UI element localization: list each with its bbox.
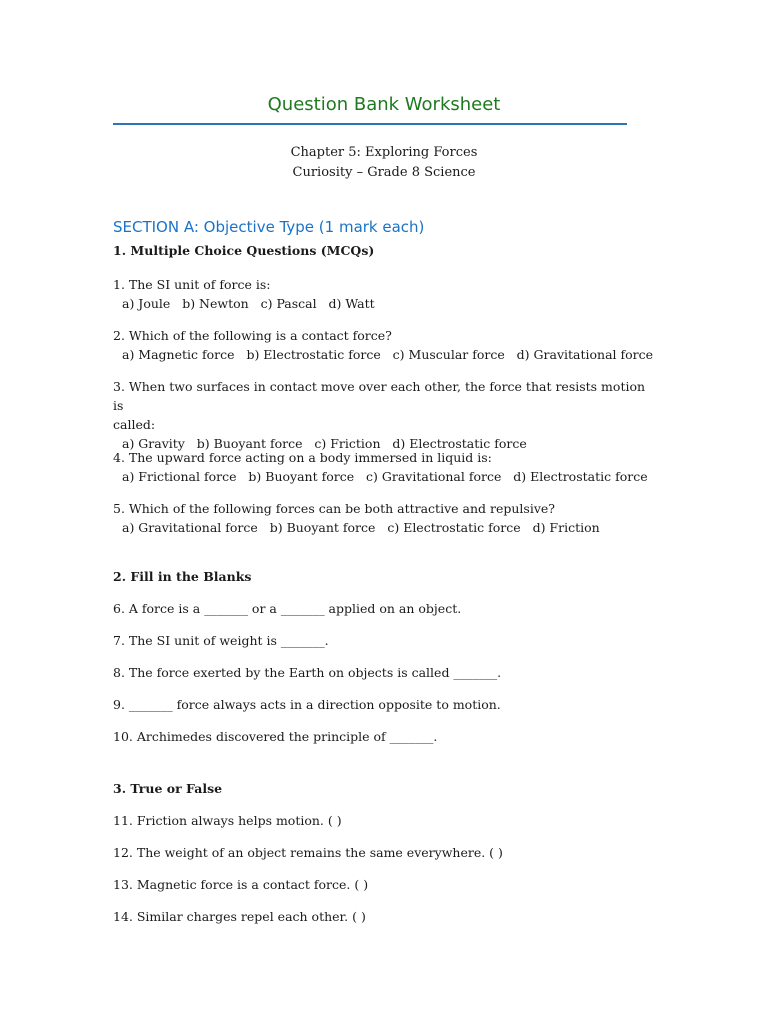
question-options: a) Gravitational force b) Buoyant force c) Electrostatic force d) Friction	[122, 520, 600, 535]
course-title: Curiosity – Grade 8 Science	[292, 165, 476, 180]
true-false-heading: 3. True or False	[113, 781, 223, 796]
section-a-heading: SECTION A: Objective Type (1 mark each)	[113, 218, 425, 236]
question-options: a) Magnetic force b) Electrostatic force c) Muscular force d) Gravitational force	[122, 347, 654, 362]
title-divider	[113, 123, 627, 125]
mcq-question	[113, 448, 648, 486]
question-text: 1. The SI unit of force is:	[113, 277, 271, 292]
question-options: a) Joule b) Newton c) Pascal d) Watt	[122, 296, 375, 311]
fill-blank-item: 7. The SI unit of weight is _______.	[113, 633, 329, 648]
fill-blank-item: 6. A force is a _______ or a _______ applied on an object.	[113, 601, 462, 616]
mcq-question	[113, 275, 633, 313]
mcq-heading: 1. Multiple Choice Questions (MCQs)	[113, 243, 375, 258]
question-text-continued: called:	[113, 417, 156, 432]
question-text: 2. Which of the following is a contact force?	[113, 328, 392, 343]
mcq-question	[113, 377, 653, 453]
page-title: Question Bank Worksheet	[267, 94, 501, 115]
true-false-item: 11. Friction always helps motion. ( )	[113, 813, 342, 828]
fill-blank-item: 9. _______ force always acts in a direction opposite to motion.	[113, 697, 501, 712]
question-options: a) Frictional force b) Buoyant force c) Gravitational force d) Electrostatic force	[122, 469, 648, 484]
question-text: 5. Which of the following forces can be both attractive and repulsive?	[113, 501, 555, 516]
true-false-item: 14. Similar charges repel each other. ( )	[113, 909, 366, 924]
fill-blank-item: 8. The force exerted by the Earth on objects is called _______.	[113, 665, 502, 680]
true-false-item: 13. Magnetic force is a contact force. ( )	[113, 877, 369, 892]
question-text: 4. The upward force acting on a body immersed in liquid is:	[113, 450, 492, 465]
fill-blanks-heading: 2. Fill in the Blanks	[113, 569, 252, 584]
true-false-item: 12. The weight of an object remains the same everywhere. ( )	[113, 845, 503, 860]
mcq-question	[113, 326, 654, 364]
chapter-title: Chapter 5: Exploring Forces	[290, 145, 478, 160]
fill-blank-item: 10. Archimedes discovered the principle of _______.	[113, 729, 438, 744]
mcq-question	[113, 499, 633, 537]
question-text: 3. When two surfaces in contact move over each other, the force that resists motion is	[113, 379, 646, 413]
question-options: a) Gravity b) Buoyant force c) Friction d) Electrostatic force	[122, 436, 527, 451]
